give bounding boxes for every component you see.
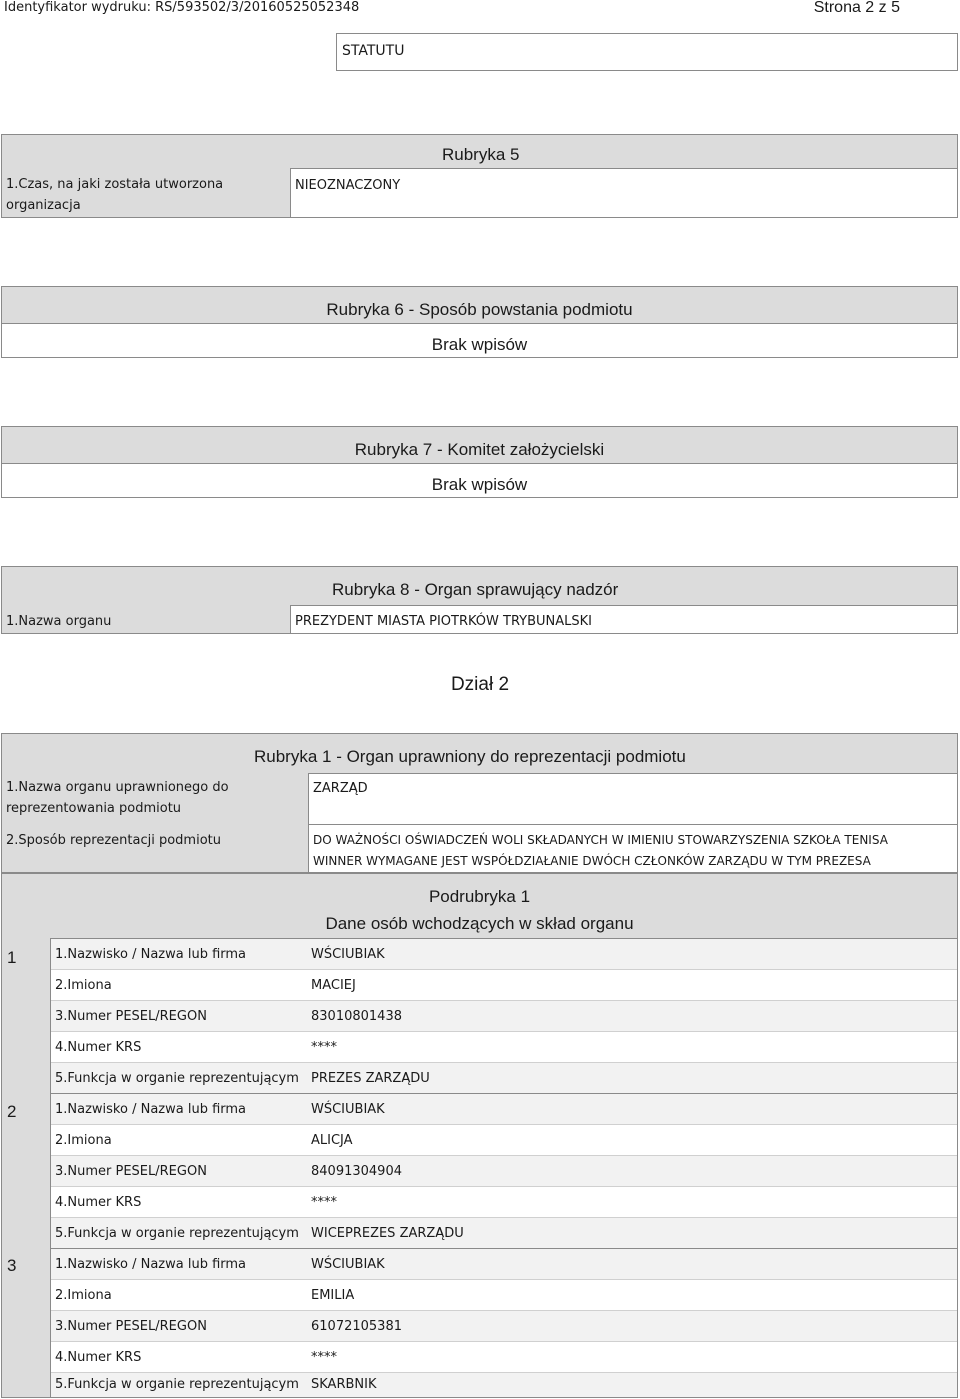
person-2-krs-label: 4.Numer KRS xyxy=(55,1195,142,1210)
podrubryka-subtitle: Dane osób wchodzących w skład organu xyxy=(325,914,634,933)
rubryka5-label-1: 1.Czas, na jaki została utworzona xyxy=(6,177,224,192)
person-3-row-surname xyxy=(51,1249,957,1280)
rubryka1-method-line-1: DO WAŻNOŚCI OŚWIADCZEŃ WOLI SKŁADANYCH W IMIENIU STOWARZYSZENIA SZKOŁA TENISA xyxy=(313,833,888,847)
statutu-box xyxy=(336,33,958,71)
rubryka6-value-cell xyxy=(2,323,957,357)
rubryka1-name-cell xyxy=(308,773,957,824)
rubryka1-section xyxy=(1,733,958,873)
person-3-pesel: 61072105381 xyxy=(311,1319,402,1334)
person-2-function-label: 5.Funkcja w organie reprezentującym xyxy=(55,1226,299,1241)
rubryka8-section xyxy=(1,566,958,634)
person-2-number: 2 xyxy=(7,1102,17,1121)
person-3-pesel-label: 3.Numer PESEL/REGON xyxy=(55,1319,207,1334)
person-3-names-label: 2.Imiona xyxy=(55,1288,112,1303)
rubryka7-title: Rubryka 7 - Komitet założycielski xyxy=(354,440,605,459)
rubryka1-name-value: ZARZĄD xyxy=(313,781,368,796)
person-2-function: WICEPREZES ZARZĄDU xyxy=(311,1226,464,1241)
person-1-names: MACIEJ xyxy=(311,978,356,993)
person-2-row-function xyxy=(51,1218,957,1249)
person-3-row-pesel xyxy=(51,1311,957,1342)
person-2-row-surname xyxy=(51,1094,957,1125)
person-1-row-surname xyxy=(51,939,957,970)
person-1-pesel: 83010801438 xyxy=(311,1009,402,1024)
print-identifier: Identyfikator wydruku: RS/593502/3/20160525052348 xyxy=(4,0,360,15)
person-2-row-pesel xyxy=(51,1156,957,1187)
dzial2-heading: Dział 2 xyxy=(450,674,510,695)
rubryka7-value-cell xyxy=(2,463,957,497)
person-1-krs-label: 4.Numer KRS xyxy=(55,1040,142,1055)
person-1-row-pesel xyxy=(51,1001,957,1032)
person-1-names-label: 2.Imiona xyxy=(55,978,112,993)
rubryka1-method-cell xyxy=(308,824,957,872)
person-1-row-function xyxy=(51,1063,957,1094)
podrubryka-title: Podrubryka 1 xyxy=(428,887,531,906)
person-1-surname-label: 1.Nazwisko / Nazwa lub firma xyxy=(55,947,247,962)
podrubryka-section xyxy=(1,873,958,1398)
rubryka8-value-cell xyxy=(290,605,957,633)
person-3-number: 3 xyxy=(7,1256,17,1275)
person-2-row-names xyxy=(51,1125,957,1156)
person-2-row-krs xyxy=(51,1187,957,1218)
person-3-surname: WŚCIUBIAK xyxy=(311,1257,385,1272)
person-3-row-krs xyxy=(51,1342,957,1373)
person-2-surname: WŚCIUBIAK xyxy=(311,1102,385,1117)
person-2-names: ALICJA xyxy=(311,1133,353,1148)
rubryka5-title: Rubryka 5 xyxy=(442,145,520,164)
person-3-row-function xyxy=(51,1373,957,1397)
page-number: Strona 2 z 5 xyxy=(813,0,900,16)
rubryka8-value: PREZYDENT MIASTA PIOTRKÓW TRYBUNALSKI xyxy=(295,614,593,629)
person-1-function: PREZES ZARZĄDU xyxy=(311,1071,430,1086)
person-1-row-names xyxy=(51,970,957,1001)
person-2-surname-label: 1.Nazwisko / Nazwa lub firma xyxy=(55,1102,247,1117)
person-3-krs-label: 4.Numer KRS xyxy=(55,1350,142,1365)
rubryka5-value: NIEOZNACZONY xyxy=(295,178,401,193)
rubryka7-value: Brak wpisów xyxy=(431,475,528,494)
statutu-text: STATUTU xyxy=(342,43,405,59)
person-1-function-label: 5.Funkcja w organie reprezentującym xyxy=(55,1071,299,1086)
person-3-function-label: 5.Funkcja w organie reprezentującym xyxy=(55,1377,299,1392)
person-3-names: EMILIA xyxy=(311,1288,355,1303)
rubryka7-section xyxy=(1,426,958,498)
person-1-pesel-label: 3.Numer PESEL/REGON xyxy=(55,1009,207,1024)
person-1-number: 1 xyxy=(7,948,17,967)
rubryka8-title: Rubryka 8 - Organ sprawujący nadzór xyxy=(332,580,619,599)
rubryka5-label-2: organizacja xyxy=(6,198,81,213)
rubryka1-title: Rubryka 1 - Organ uprawniony do reprezentacji podmiotu xyxy=(254,747,686,766)
person-2-pesel: 84091304904 xyxy=(311,1164,402,1179)
person-1-krs: **** xyxy=(311,1040,337,1055)
rubryka5-value-cell xyxy=(290,168,957,217)
rubryka8-label: 1.Nazwa organu xyxy=(6,614,112,629)
person-2-pesel-label: 3.Numer PESEL/REGON xyxy=(55,1164,207,1179)
rubryka1-method-label: 2.Sposób reprezentacji podmiotu xyxy=(6,833,221,848)
person-2-names-label: 2.Imiona xyxy=(55,1133,112,1148)
rubryka6-section xyxy=(1,286,958,358)
rubryka1-name-label-2: reprezentowania podmiotu xyxy=(6,801,182,816)
person-3-surname-label: 1.Nazwisko / Nazwa lub firma xyxy=(55,1257,247,1272)
rubryka5-section xyxy=(1,134,958,218)
person-1-row-krs xyxy=(51,1032,957,1063)
person-3-row-names xyxy=(51,1280,957,1311)
person-3-krs: **** xyxy=(311,1350,337,1365)
person-2-krs: **** xyxy=(311,1195,337,1210)
person-1-surname: WŚCIUBIAK xyxy=(311,947,385,962)
rubryka1-method-line-2: WINNER WYMAGANE JEST WSPÓŁDZIAŁANIE DWÓCH CZŁONKÓW ZARZĄDU W TYM PREZESA xyxy=(313,854,871,868)
rubryka6-title: Rubryka 6 - Sposób powstania podmiotu xyxy=(326,300,633,319)
rubryka6-value: Brak wpisów xyxy=(431,335,528,354)
person-3-function: SKARBNIK xyxy=(311,1377,377,1392)
rubryka1-name-label-1: 1.Nazwa organu uprawnionego do xyxy=(6,780,229,795)
